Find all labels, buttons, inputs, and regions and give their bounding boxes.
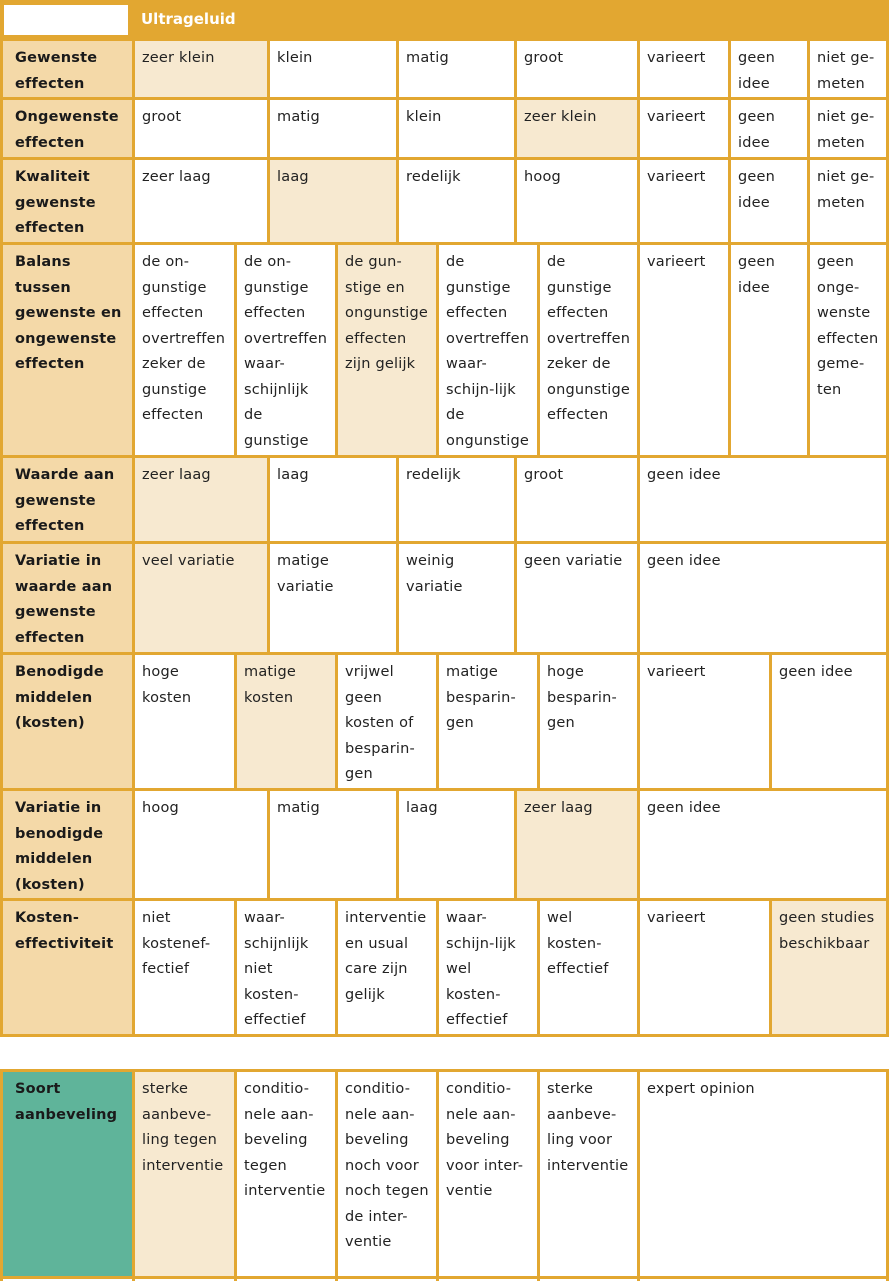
grid-line [335, 1069, 338, 1281]
option-cell: hoge kosten [142, 664, 192, 706]
grid-line [396, 455, 399, 544]
option-cell: zeer laag [517, 791, 637, 898]
option-cell: geen idee [779, 664, 853, 680]
recommendation-cell: sterke aanbeve-ling tegen interventie [135, 1072, 234, 1278]
grid-line [335, 898, 338, 1037]
option-cell: niet ge-meten [817, 109, 875, 151]
header-blank-cell [4, 5, 128, 35]
grid-line [514, 788, 517, 901]
table-title: Ultrageluid [141, 10, 236, 28]
option-cell: de gunstige effecten overtreffen waar-schijn-lijk de ongunstige [446, 254, 530, 449]
option-cell: zeer laag [135, 458, 267, 541]
option-cell: geen idee [647, 467, 721, 483]
option-cell: laag [270, 160, 396, 242]
grid-line [637, 97, 640, 160]
grid-line [537, 898, 540, 1037]
grid-line [637, 1069, 640, 1281]
grid-line [132, 652, 135, 791]
grid-line [0, 242, 3, 458]
grid-line [234, 652, 237, 791]
grid-line [807, 38, 810, 100]
option-cell: matige besparin-gen [446, 664, 516, 731]
option-cell: hoge besparin-gen [547, 664, 617, 731]
grid-line [537, 652, 540, 791]
grid-line [637, 38, 640, 100]
grid-line [335, 652, 338, 791]
grid-line [234, 242, 237, 458]
option-cell: hoog [524, 169, 561, 185]
recommendation-label: Soort aanbeveling [3, 1072, 132, 1278]
recommendation-cell: conditio-nele aan-beveling noch voor noch tegen de inter-ventie [345, 1081, 429, 1250]
option-cell: zeer klein [517, 100, 637, 157]
grid-line [637, 157, 640, 245]
grid-line [396, 157, 399, 245]
grid-line [0, 898, 889, 901]
recommendation-cell: conditio-nele aan-beveling tegen interventie [244, 1081, 326, 1199]
grid-line [132, 242, 135, 458]
option-cell: geen onge-wenste effecten geme-ten [817, 254, 879, 398]
grid-line [335, 242, 338, 458]
option-cell: geen idee [647, 800, 721, 816]
grid-line [0, 1034, 889, 1037]
option-cell: redelijk [406, 169, 461, 185]
grid-line [267, 788, 270, 901]
option-cell: matig [277, 800, 320, 816]
option-cell: klein [406, 109, 442, 125]
grid-line [396, 541, 399, 655]
option-cell: matige kosten [237, 655, 335, 788]
grid-line [0, 157, 3, 245]
grid-line [514, 541, 517, 655]
option-cell: varieert [647, 109, 706, 125]
option-cell: niet ge-meten [817, 50, 875, 92]
grid-line [514, 38, 517, 100]
row-label: Kosten-effectiviteit [3, 901, 132, 1034]
grid-line [514, 157, 517, 245]
option-cell: laag [406, 800, 438, 816]
recommendation-cell: conditio-nele aan-beveling voor inter-ventie [446, 1081, 524, 1199]
option-cell: varieert [647, 254, 706, 270]
grid-line [132, 38, 135, 100]
grid-line [728, 38, 731, 100]
grid-line [637, 898, 640, 1037]
grid-line [807, 242, 810, 458]
grid-line [769, 898, 772, 1037]
option-cell: zeer laag [142, 169, 211, 185]
option-cell: hoog [142, 800, 179, 816]
grid-line [0, 157, 889, 160]
option-cell: groot [142, 109, 182, 125]
grid-line [637, 652, 640, 791]
grid-line [436, 1069, 439, 1281]
option-cell: redelijk [406, 467, 461, 483]
option-cell: vrijwel geen kosten of besparin-gen [345, 664, 415, 782]
option-cell: zeer klein [135, 41, 267, 97]
row-label: Variatie in waarde aan gewenste effecten [3, 544, 132, 652]
grid-line [132, 97, 135, 160]
option-cell: de gun-stige en ongunstige effecten zijn gelijk [338, 245, 436, 455]
option-cell: de on-gunstige effecten overtreffen zeker de gunstige effecten [142, 254, 226, 423]
grid-line [132, 455, 135, 544]
option-cell: varieert [647, 664, 706, 680]
grid-line [267, 38, 270, 100]
option-cell: veel variatie [135, 544, 267, 652]
grid-line [0, 1276, 889, 1279]
option-cell: interventie en usual care zijn gelijk [345, 910, 427, 1003]
grid-line [0, 898, 3, 1037]
grid-line [807, 157, 810, 245]
grid-line [0, 455, 3, 544]
grid-line [0, 652, 3, 791]
option-cell: geen variatie [524, 553, 623, 569]
grid-line [396, 788, 399, 901]
grid-line [132, 157, 135, 245]
row-label: Variatie in benodigde middelen (kosten) [3, 791, 132, 898]
option-cell: geen studies beschikbaar [772, 901, 889, 1034]
grid-line [0, 455, 889, 458]
option-cell: groot [524, 467, 564, 483]
option-cell: groot [524, 50, 564, 66]
option-cell: laag [277, 467, 309, 483]
option-cell: geen idee [647, 553, 721, 569]
grid-line [769, 652, 772, 791]
option-cell: niet kostenef-fectief [142, 910, 211, 977]
grid-line [637, 541, 640, 655]
recommendation-cell: expert opinion [647, 1081, 755, 1097]
grid-line [0, 97, 889, 100]
grid-line [0, 38, 3, 100]
grid-line [537, 1069, 540, 1281]
grid-line [132, 541, 135, 655]
option-cell: de gunstige effecten overtreffen zeker de ongunstige effecten [547, 254, 631, 423]
recommendation-cell: sterke aanbeve-ling voor interventie [547, 1081, 629, 1174]
option-cell: varieert [647, 910, 706, 926]
option-cell: weinig variatie [406, 553, 463, 595]
grid-line [267, 541, 270, 655]
grid-line [0, 1069, 889, 1072]
grid-line [0, 541, 3, 655]
grid-line [267, 157, 270, 245]
option-cell: matig [277, 109, 320, 125]
option-cell: wel kosten-effectief [547, 910, 609, 977]
grid-line [637, 455, 640, 544]
option-cell: klein [277, 50, 313, 66]
grid-line [0, 788, 889, 791]
grid-line [267, 97, 270, 160]
grid-line [807, 97, 810, 160]
grid-line [0, 242, 889, 245]
grid-line [436, 898, 439, 1037]
row-label: Gewenste effecten [3, 41, 132, 97]
grid-line [0, 97, 3, 160]
grid-line [537, 242, 540, 458]
grid-line [396, 38, 399, 100]
grid-line [514, 455, 517, 544]
option-cell: matige variatie [277, 553, 334, 595]
grid-line [132, 1069, 135, 1281]
grid-line [234, 1069, 237, 1281]
grid-line [436, 652, 439, 791]
grid-line [0, 652, 889, 655]
grid-line [0, 541, 889, 544]
grid-line [514, 97, 517, 160]
grid-line [0, 1069, 3, 1281]
grid-line [637, 242, 640, 458]
grid-line [436, 242, 439, 458]
option-cell: varieert [647, 169, 706, 185]
grid-line [0, 788, 3, 901]
option-cell: de on-gunstige effecten overtreffen waar-schijnlijk de gunstige [244, 254, 328, 449]
option-cell: geen idee [738, 254, 776, 296]
table-header-bar [0, 0, 889, 38]
grid-line [132, 788, 135, 901]
option-cell: matig [406, 50, 449, 66]
grid-line [0, 38, 889, 41]
row-label: Balans tussen gewenste en ongewenste effecten [3, 245, 132, 455]
option-cell: waar-schijn-lijk wel kosten-effectief [446, 910, 516, 1028]
option-cell: varieert [647, 50, 706, 66]
grid-line [234, 898, 237, 1037]
row-label: Ongewenste effecten [3, 100, 132, 157]
grid-line [728, 157, 731, 245]
option-cell: niet ge-meten [817, 169, 875, 211]
grid-line [267, 455, 270, 544]
option-cell: geen idee [738, 50, 776, 92]
grid-line [132, 898, 135, 1037]
row-label: Benodigde middelen (kosten) [3, 655, 132, 788]
row-label: Kwaliteit gewenste effecten [3, 160, 132, 242]
grid-line [728, 97, 731, 160]
grid-line [728, 242, 731, 458]
option-cell: waar-schijnlijk niet kosten-effectief [244, 910, 309, 1028]
row-label: Waarde aan gewenste effecten [3, 458, 132, 541]
grid-line [396, 97, 399, 160]
grid-line [637, 788, 640, 901]
option-cell: geen idee [738, 109, 776, 151]
option-cell: geen idee [738, 169, 776, 211]
